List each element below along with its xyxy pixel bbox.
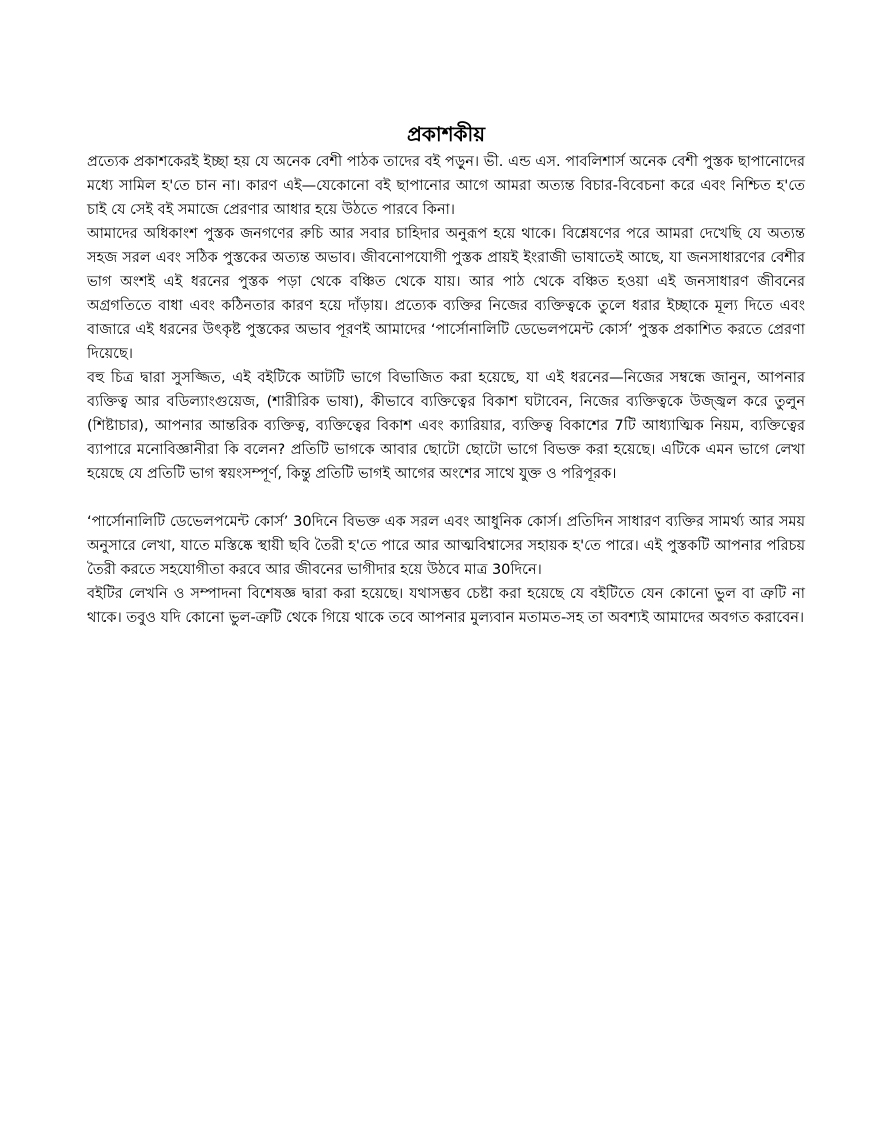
paragraph-course-description: ‘পার্সোনালিটি ডেভেলপমেন্ট কোর্স’ 30দিনে বিভক্ত এক সরল এবং আধুনিক কোর্স। প্রতিদিন সাধারণ ব্যক্তির সামর্থ্য আর সময় অনুসারে লেখা, যাতে মস্তিষ্কে স্থায়ী ছবি তৈরী হ'তে পারে আর আত্মবিশ্বাসের সহায়ক হ'তে পারে। এই পুস্তকটি আপনার পরিচয় তৈরী করতে সহযোগীতা করবে আর জীবনের ভাগীদার হয়ে উঠবে মাত্র 30দিনে। bbox=[87, 514, 805, 578]
paragraph-gap bbox=[87, 486, 805, 510]
document-page bbox=[87, 120, 805, 630]
paragraph-books-need: আমাদের অধিকাংশ পুস্তক জনগণের রুচি আর সবার চাহিদার অনুরূপ হয়ে থাকে। বিশ্লেষণের পরে আমরা দেখেছি যে অত্যন্ত সহজ সরল এবং সঠিক পুস্তকের অত্যন্ত অভাব। জীবনোপযোগী পুস্তক প্রায়ই ইংরাজী ভাষাতেই আছে, যা জনসাধারণের বেশীর ভাগ অংশই এই ধরনের পুস্তক পড়া থেকে বঞ্চিত থেকে যায়। আর পাঠ থেকে বঞ্চিত হওয়া এই জনসাধারণ জীবনের অগ্রগতিতে বাধা এবং কঠিনতার কারণ হয়ে দাঁড়ায়। প্রত্যেক ব্যক্তির নিজের ব্যক্তিত্বকে তুলে ধরার ইচ্ছাকে মূল্য দিতে এবং বাজারে এই ধরনের উৎকৃষ্ট পুস্তকের অভাব পূরণই আমাদের ‘পার্সোনালিটি ডেভেলপমেন্ট কোর্স’ পুস্তক প্রকাশিত করতে প্রেরণা দিয়েছে। bbox=[87, 226, 805, 362]
paragraph-intro: প্রত্যেক প্রকাশকেরই ইচ্ছা হয় যে অনেক বেশী পাঠক তাদের বই পড়ুন। ভী. এন্ড এস. পাবলিশার্স অনেক বেশী পুস্তক ছাপানোদের মধ্যে সামিল হ'তে চান না। কারণ এই—যেকোনো বই ছাপানোর আগে আমরা অত্যন্ত বিচার-বিবেচনা করে এবং নিশ্চিত হ'তে চাই যে সেই বই সমাজে প্রেরণার আধার হয়ে উঠতে পারবে কিনা। bbox=[87, 154, 805, 218]
paragraph-editing-note: বইটির লেখনি ও সম্পাদনা বিশেষজ্ঞ দ্বারা করা হয়েছে। যথাসম্ভব চেষ্টা করা হয়েছে যে বইটিতে যেন কোনো ভুল বা ত্রুটি না থাকে। তবুও যদি কোনো ভুল-ত্রুটি থেকে গিয়ে থাকে তবে আপনার মুল্যবান মতামত-সহ তা অবশ্যই আমাদের অবগত করাবেন। bbox=[87, 586, 805, 626]
paragraph-book-contents: বহু চিত্র দ্বারা সুসজ্জিত, এই বইটিকে আটটি ভাগে বিভাজিত করা হয়েছে, যা এই ধরনের—নিজের সম্বন্ধে জানুন, আপনার ব্যক্তিত্ব আর বডিল্যাংগুয়েজ, (শারীরিক ভাষা), কীভাবে ব্যক্তিত্বের বিকাশ ঘটাবেন, নিজের ব্যক্তিত্বকে উজ্জ্বল করে তুলুন (শিষ্টাচার), আপনার আন্তরিক ব্যক্তিত্ব, ব্যক্তিত্বের বিকাশ এবং ক্যারিয়ার, ব্যক্তিত্ব বিকাশের 7টি আধ্যাত্মিক নিয়ম, ব্যক্তিত্বের ব্যাপারে মনোবিজ্ঞানীরা কি বলেন? প্রতিটি ভাগকে আবার ছোটো ছোটো ভাগে বিভক্ত করা হয়েছে। এটিকে এমন ভাগে লেখা হয়েছে যে প্রতিটি ভাগ স্বয়ংসম্পূর্ণ, কিন্তু প্রতিটি ভাগই আগের অংশের সাথে যুক্ত ও পরিপূরক। bbox=[87, 370, 805, 482]
page-title: প্রকাশকীয় bbox=[406, 122, 486, 146]
